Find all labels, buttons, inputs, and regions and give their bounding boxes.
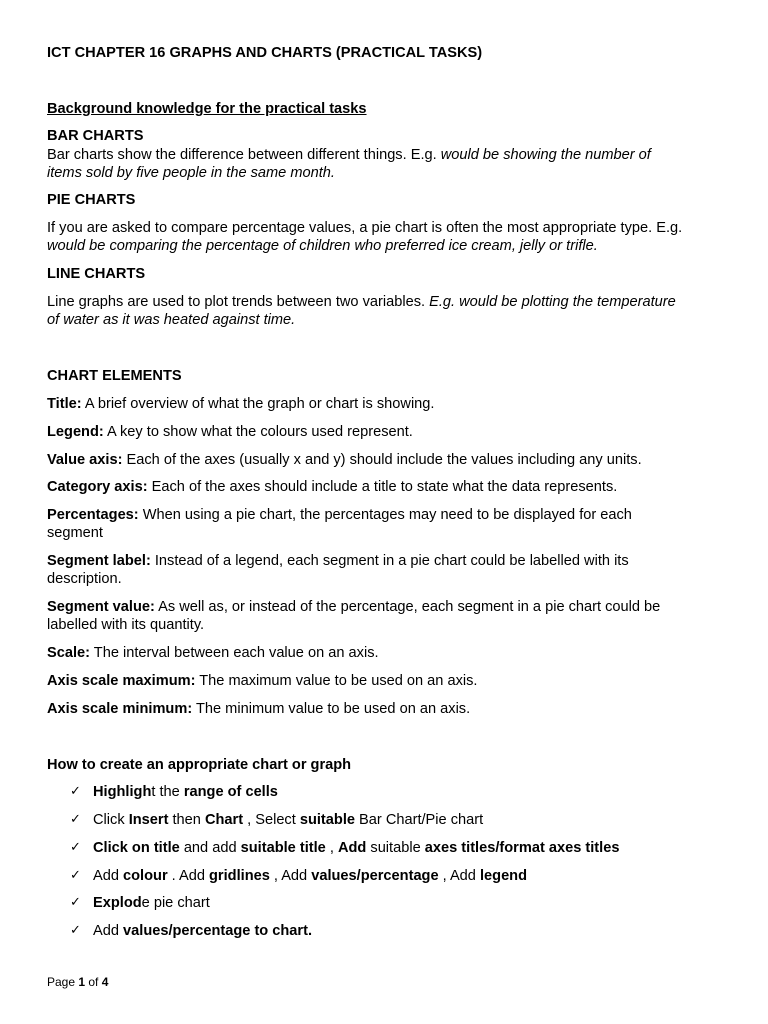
line-charts-text-line1: Line graphs are used to plot trends between two variables. E.g. would be plotting the temperature [47, 294, 676, 310]
line-charts-text-line2: of water as it was heated against time. [47, 312, 296, 328]
element-legend: Legend: A key to show what the colours used represent. [47, 424, 413, 440]
chart-elements-heading: CHART ELEMENTS [47, 368, 182, 384]
element-scale: Scale: The interval between each value on an axis. [47, 645, 379, 661]
element-value-axis: Value axis: Each of the axes (usually x and y) should include the values including any units. [47, 452, 642, 468]
element-percentages-cont: segment [47, 525, 103, 541]
checkmark-icon: ✓ [70, 923, 81, 938]
element-segment-value: Segment value: As well as, or instead of the percentage, each segment in a pie chart could be [47, 599, 661, 615]
checkmark-icon: ✓ [70, 868, 81, 883]
howto-step [47, 922, 727, 940]
pie-charts-heading: PIE CHARTS [47, 192, 136, 208]
checkmark-icon: ✓ [70, 840, 81, 855]
howto-heading: How to create an appropriate chart or graph [47, 757, 352, 773]
howto-step [47, 783, 727, 801]
checkmark-icon: ✓ [70, 812, 81, 827]
checkmark-icon: ✓ [70, 895, 81, 910]
howto-step-text: Explode pie chart [93, 895, 210, 911]
element-title: Title: A brief overview of what the graph or chart is showing. [47, 396, 435, 412]
howto-step-text: Highlight the range of cells [93, 784, 278, 800]
page-footer: Page 1 of 4 [47, 975, 109, 989]
pie-charts-text-line1: If you are asked to compare percentage values, a pie chart is often the most appropriate type. E.g. [47, 220, 683, 236]
document-title: ICT CHAPTER 16 GRAPHS AND CHARTS (PRACTICAL TASKS) [47, 45, 483, 61]
howto-step [47, 894, 727, 912]
pie-charts-text-line2: would be comparing the percentage of children who preferred ice cream, jelly or trifle. [47, 238, 598, 254]
howto-step-text: Click on title and add suitable title , Add suitable axes titles/format axes titles [93, 840, 620, 856]
element-segment-label-cont: description. [47, 571, 122, 587]
element-axis-scale-minimum: Axis scale minimum: The minimum value to be used on an axis. [47, 701, 471, 717]
element-segment-value-cont: labelled with its quantity. [47, 617, 205, 633]
page-total: 4 [101, 975, 109, 989]
bar-charts-text-line2: items sold by five people in the same month. [47, 165, 335, 181]
background-heading: Background knowledge for the practical tasks [47, 101, 367, 117]
element-percentages: Percentages: When using a pie chart, the percentages may need to be displayed for each [47, 507, 632, 523]
howto-step-text: Add colour . Add gridlines , Add values/percentage , Add legend [93, 868, 528, 884]
howto-step-text: Click Insert then Chart , Select suitable Bar Chart/Pie chart [93, 812, 484, 828]
howto-step-text: Add values/percentage to chart. [93, 923, 313, 939]
howto-step [47, 839, 727, 857]
bar-charts-text-line1: Bar charts show the difference between different things. E.g. would be showing the number of [47, 147, 651, 163]
howto-step [47, 867, 727, 885]
element-segment-label: Segment label: Instead of a legend, each segment in a pie chart could be labelled with its [47, 553, 629, 569]
bar-charts-heading: BAR CHARTS [47, 128, 144, 144]
checkmark-icon: ✓ [70, 784, 81, 799]
howto-step [47, 811, 727, 829]
line-charts-heading: LINE CHARTS [47, 266, 146, 282]
element-axis-scale-maximum: Axis scale maximum: The maximum value to be used on an axis. [47, 673, 478, 689]
element-category-axis: Category axis: Each of the axes should include a title to state what the data represents. [47, 479, 618, 495]
page-number: 1 [78, 975, 86, 989]
